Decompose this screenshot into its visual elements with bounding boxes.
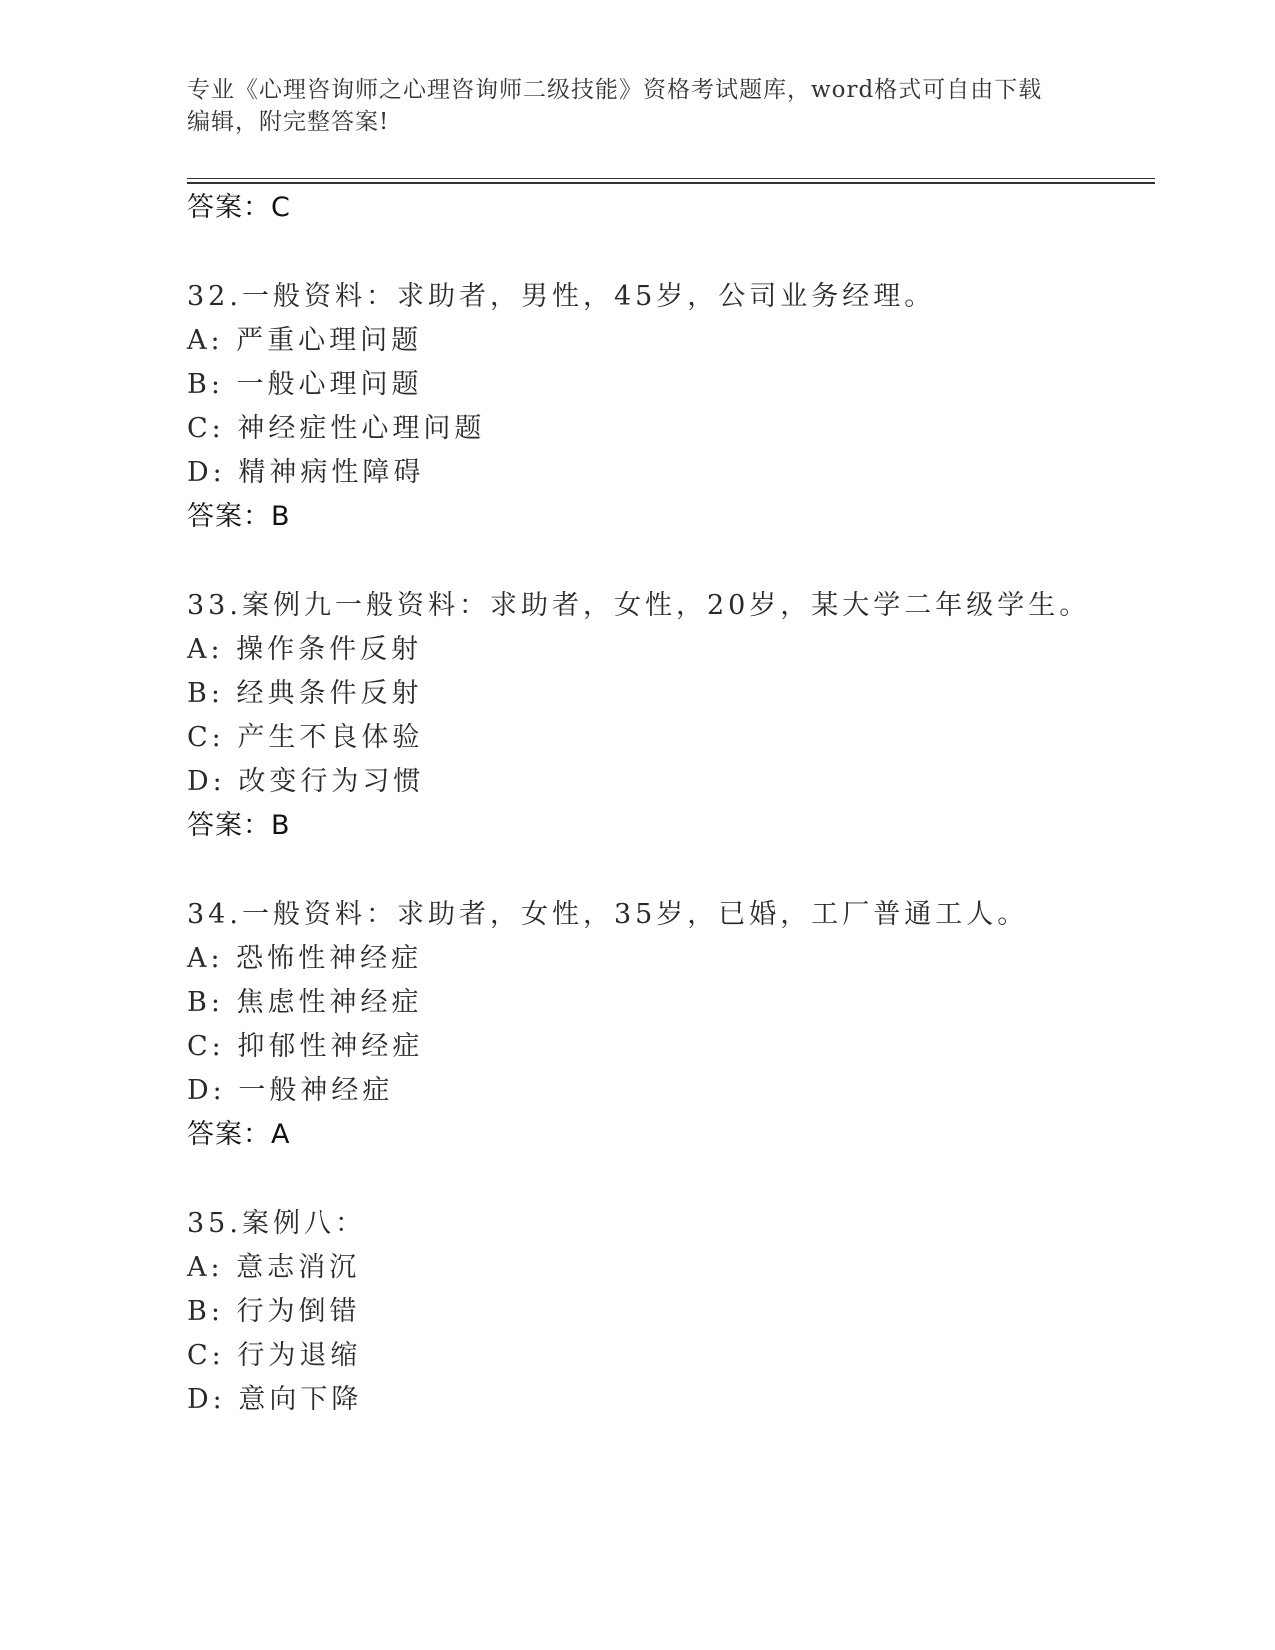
question-34-stem: 34.一般资料：求助者，女性，35岁，已婚，工厂普通工人。 — [187, 899, 1029, 930]
question-32-option-d: D: 精神病性障碍 — [187, 457, 425, 488]
header-line-2: 编辑，附完整答案! — [187, 109, 390, 135]
header-divider — [187, 178, 1155, 184]
document-header — [187, 74, 1067, 138]
question-34-option-d: D: 一般神经症 — [187, 1075, 394, 1106]
question-35-option-b: B: 行为倒错 — [187, 1296, 361, 1327]
question-32-option-b: B: 一般心理问题 — [187, 369, 423, 400]
answer-prev: 答案：C — [187, 192, 291, 223]
header-line-1: 专业《心理咨询师之心理咨询师二级技能》资格考试题库，word格式可自由下载 — [187, 77, 1043, 103]
question-33-option-d: D: 改变行为习惯 — [187, 766, 425, 797]
question-33-answer: 答案：B — [187, 810, 291, 841]
question-35-stem: 35.案例八： — [187, 1208, 366, 1239]
question-32-answer: 答案：B — [187, 501, 291, 532]
question-32-stem: 32.一般资料：求助者，男性，45岁，公司业务经理。 — [187, 281, 936, 312]
question-34-answer: 答案：A — [187, 1119, 291, 1150]
question-32-option-c: C: 神经症性心理问题 — [187, 413, 486, 444]
question-33-option-b: B: 经典条件反射 — [187, 678, 423, 709]
question-35-option-a: A: 意志消沉 — [187, 1252, 361, 1283]
question-34-option-a: A: 恐怖性神经症 — [187, 943, 423, 974]
question-35-option-c: C: 行为退缩 — [187, 1340, 362, 1371]
question-33-option-c: C: 产生不良体验 — [187, 722, 424, 753]
question-34-option-b: B: 焦虑性神经症 — [187, 987, 423, 1018]
question-34-option-c: C: 抑郁性神经症 — [187, 1031, 424, 1062]
question-32-option-a: A: 严重心理问题 — [187, 325, 423, 356]
question-33-option-a: A: 操作条件反射 — [187, 634, 423, 665]
question-33-stem: 33.案例九一般资料：求助者，女性，20岁，某大学二年级学生。 — [187, 590, 1091, 621]
question-35-option-d: D: 意向下降 — [187, 1384, 363, 1415]
